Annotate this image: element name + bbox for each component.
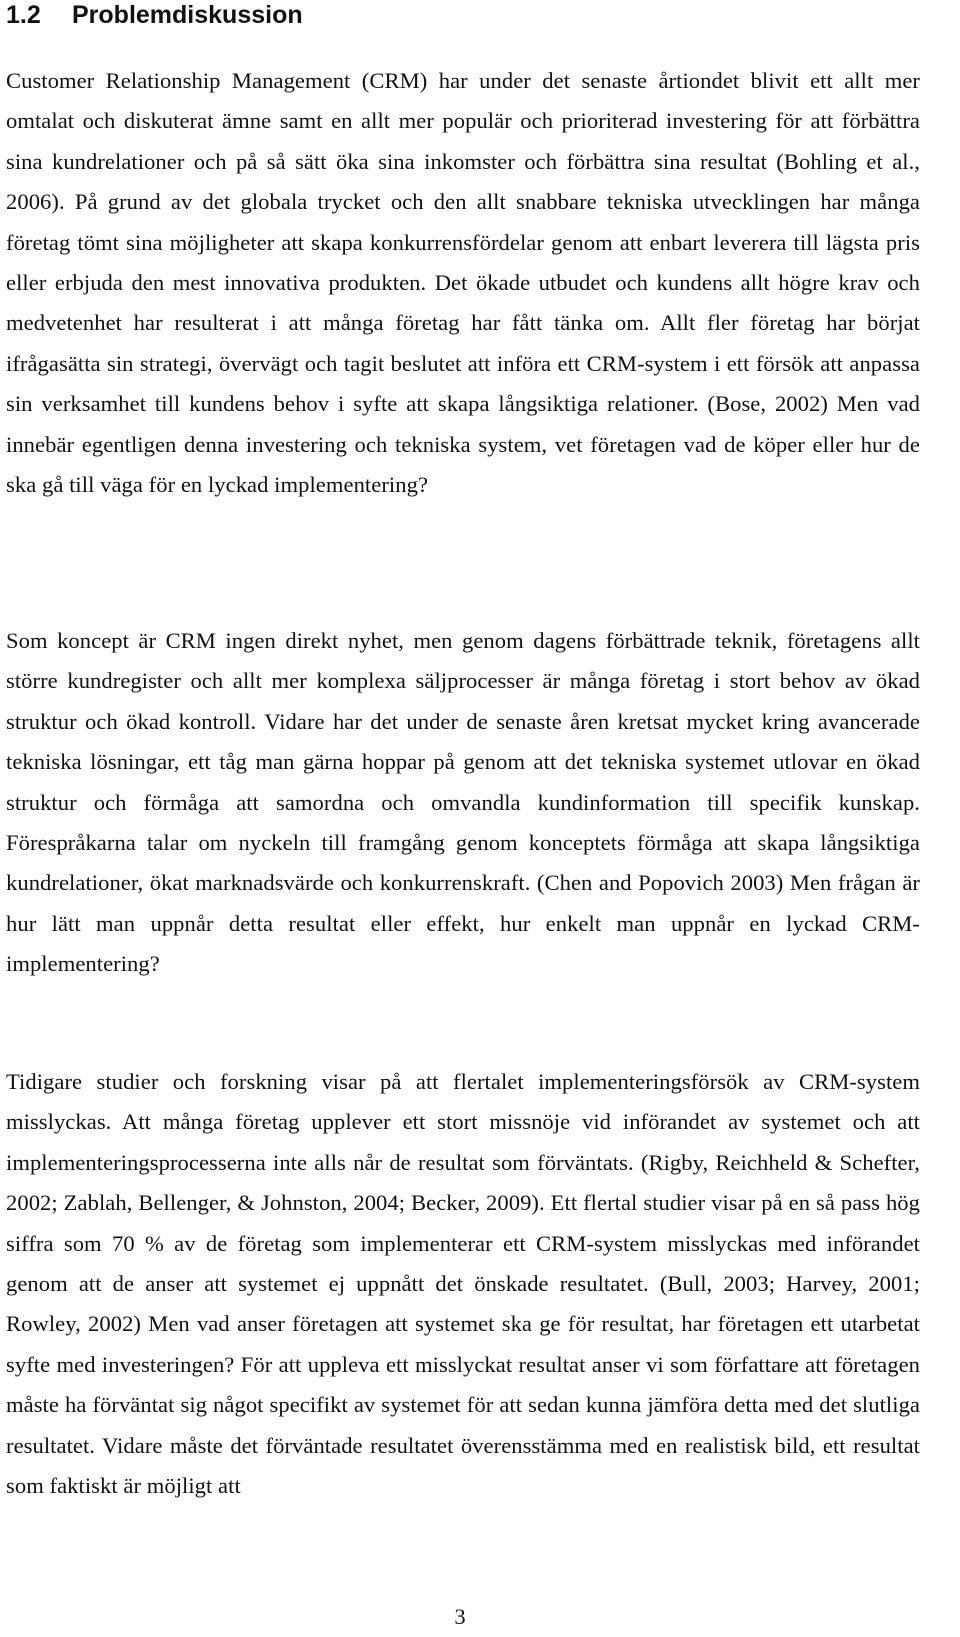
section-number: 1.2 bbox=[6, 1, 41, 29]
section-title: Problemdiskussion bbox=[72, 1, 303, 29]
section-heading bbox=[6, 0, 920, 30]
paragraph-2: Som koncept är CRM ingen direkt nyhet, men genom dagens förbättrade teknik, företagens allt större kundregister och allt mer komplexa säljprocesser är många företag i stort behov av ökad struktur och ökad kontroll. Vidare har det under de senaste åren kretsat mycket kring avancerade tekniska lösningar, ett tåg man gärna hoppar på genom att det tekniska systemet utlovar en ökad struktur och förmåga att samordna och omvandla kundinformation till specifik kunskap. Förespråkarna talar om nyckeln till framgång genom konceptets förmåga att skapa långsiktiga kundrelationer, ökat marknadsvärde och konkurrenskraft. (Chen and Popovich 2003) Men frågan är hur lätt man uppnår detta resultat eller effekt, hur enkelt man uppnår en lyckad CRM-implementering? bbox=[6, 628, 920, 977]
page-number: 3 bbox=[454, 1604, 466, 1629]
paragraph-3: Tidigare studier och forskning visar på att flertalet implementeringsförsök av CRM-system misslyckas. Att många företag upplever ett stort missnöje vid införandet av systemet och att implementeringsprocesserna inte alls når de resultat som förväntats. (Rigby, Reichheld & Schefter, 2002; Zablah, Bellenger, & Johnston, 2004; Becker, 2009). Ett flertal studier visar på en så pass hög siffra som 70 % av de företag som implementerar ett CRM-system misslyckas med införandet genom att de anser att systemet ej uppnått det önskade resultatet. (Bull, 2003; Harvey, 2001; Rowley, 2002) Men vad anser företagen att systemet ska ge för resultat, har företagen ett utarbetat syfte med investeringen? För att uppleva ett misslyckat resultat anser vi som författare att företagen måste ha förväntat sig något specifikt av systemet för att sedan kunna jämföra detta med det slutliga resultatet. Vidare måste det förväntade resultatet överensstämma med en realistisk bild, ett resultat som faktiskt är möjligt att bbox=[6, 1069, 920, 1499]
document-page bbox=[6, 0, 920, 1499]
paragraph-1: Customer Relationship Management (CRM) har under det senaste årtiondet blivit ett allt mer omtalat och diskuterat ämne samt en allt mer populär och prioriterad investering för att förbättra sina kundrelationer och på så sätt öka sina inkomster och förbättra sina resultat (Bohling et al., 2006). På grund av det globala trycket och den allt snabbare tekniska utvecklingen har många företag tömt sina möjligheter att skapa konkurrensfördelar genom att enbart leverera till lägsta pris eller erbjuda den mest innovativa produkten. Det ökade utbudet och kundens allt högre krav och medvetenhet har resulterat i att många företag har fått tänka om. Allt fler företag har börjat ifrågasätta sin strategi, övervägt och tagit beslutet att införa ett CRM-system i ett försök att anpassa sin verksamhet till kundens behov i syfte att skapa långsiktiga relationer. (Bose, 2002) Men vad innebär egentligen denna investering och tekniska system, vet företagen vad de köper eller hur de ska gå till väga för en lyckad implementering? bbox=[6, 68, 920, 498]
